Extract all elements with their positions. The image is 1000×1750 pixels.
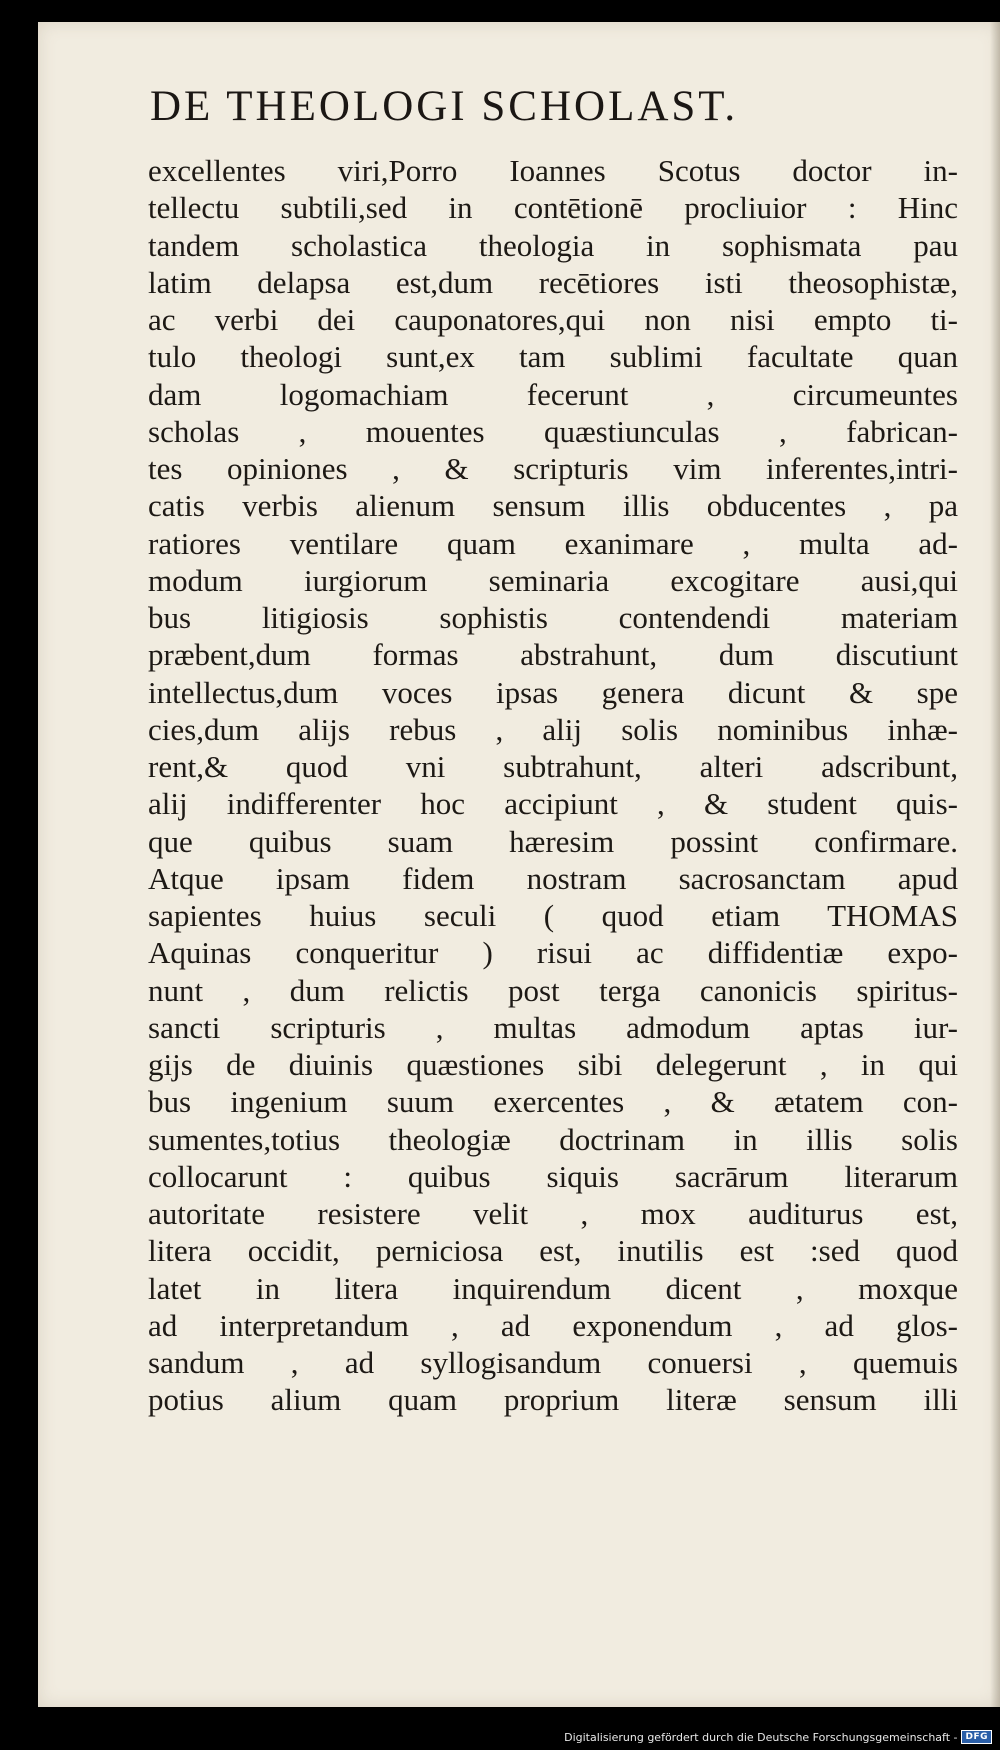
text-line: Aquinas conqueritur ) risui ac diffidentiæ expo- <box>148 935 958 971</box>
text-line: collocarunt : quibus siquis sacrārum literarum <box>148 1158 958 1194</box>
text-line: cies,dum alijs rebus , alij solis nominibus inhæ- <box>148 711 958 747</box>
text-line: rent,& quod vni subtrahunt, alteri adscribunt, <box>148 749 958 784</box>
text-line: bus ingenium suum exercentes , & ætatem con- <box>148 1084 958 1120</box>
text-line: Atque ipsam fidem nostram sacrosanctam apud <box>148 860 958 896</box>
text-line: excellentes viri,Porro Ioannes Scotus doctor in- <box>148 153 958 188</box>
text-line: catis verbis alienum sensum illis obducentes , pa <box>148 488 958 524</box>
text-line: alij indifferenter hoc accipiunt , & student quis- <box>148 786 958 822</box>
text-line: bus litigiosis sophistis contendendi materiam <box>148 600 958 635</box>
text-line: scholas , mouentes quæstiunculas , fabrican- <box>148 413 958 449</box>
text-line: latet in litera inquirendum dicent , moxque <box>148 1270 958 1306</box>
text-line: autoritate resistere velit , mox auditurus est, <box>148 1196 958 1231</box>
running-head: DE THEOLOGI SCHOLAST. <box>150 83 739 130</box>
page-edge-shadow <box>990 22 1000 1707</box>
dfg-logo: DFG <box>961 1730 992 1744</box>
text-line: latim delapsa est,dum recētiores isti theosophistæ, <box>148 264 958 300</box>
text-line: modum iurgiorum seminaria excogitare ausi,qui <box>148 562 958 598</box>
text-line: ac verbi dei cauponatores,qui non nisi empto ti- <box>148 302 958 337</box>
text-line: ad interpretandum , ad exponendum , ad glos- <box>148 1307 958 1343</box>
text-line: ratiores ventilare quam exanimare , multa ad- <box>148 525 958 561</box>
text-line: tes opiniones , & scripturis vim inferentes,intri- <box>148 451 958 486</box>
digitization-credit <box>564 1730 992 1744</box>
text-line: intellectus,dum voces ipsas genera dicunt & spe <box>148 674 958 710</box>
text-line: nunt , dum relictis post terga canonicis spiritus- <box>148 972 958 1008</box>
text-line: tulo theologi sunt,ex tam sublimi facultate quan <box>148 339 958 375</box>
body-text <box>148 152 958 1419</box>
text-line: sumentes,totius theologiæ doctrinam in illis solis <box>148 1121 958 1157</box>
digitization-credit-text: Digitalisierung gefördert durch die Deutsche Forschungsgemeinschaft - <box>564 1730 958 1744</box>
text-line: dam logomachiam fecerunt , circumeuntes <box>148 376 958 412</box>
text-line: sandum , ad syllogisandum conuersi , quemuis <box>148 1345 958 1380</box>
text-line: que quibus suam hæresim possint confirmare. <box>148 823 958 859</box>
text-line: gijs de diuinis quæstiones sibi delegerunt , in qui <box>148 1047 958 1082</box>
text-line: litera occidit, perniciosa est, inutilis est :sed quod <box>148 1233 958 1269</box>
text-line: sancti scripturis , multas admodum aptas iur- <box>148 1009 958 1045</box>
text-line: tandem scholastica theologia in sophismata pau <box>148 227 958 263</box>
text-line: tellectu subtili,sed in contētionē procliuior : Hinc <box>148 190 958 226</box>
text-line: potius alium quam proprium literæ sensum illi <box>148 1382 958 1418</box>
text-line: præbent,dum formas abstrahunt, dum discutiunt <box>148 637 958 673</box>
text-line: sapientes huius seculi ( quod etiam THOMAS <box>148 898 958 933</box>
